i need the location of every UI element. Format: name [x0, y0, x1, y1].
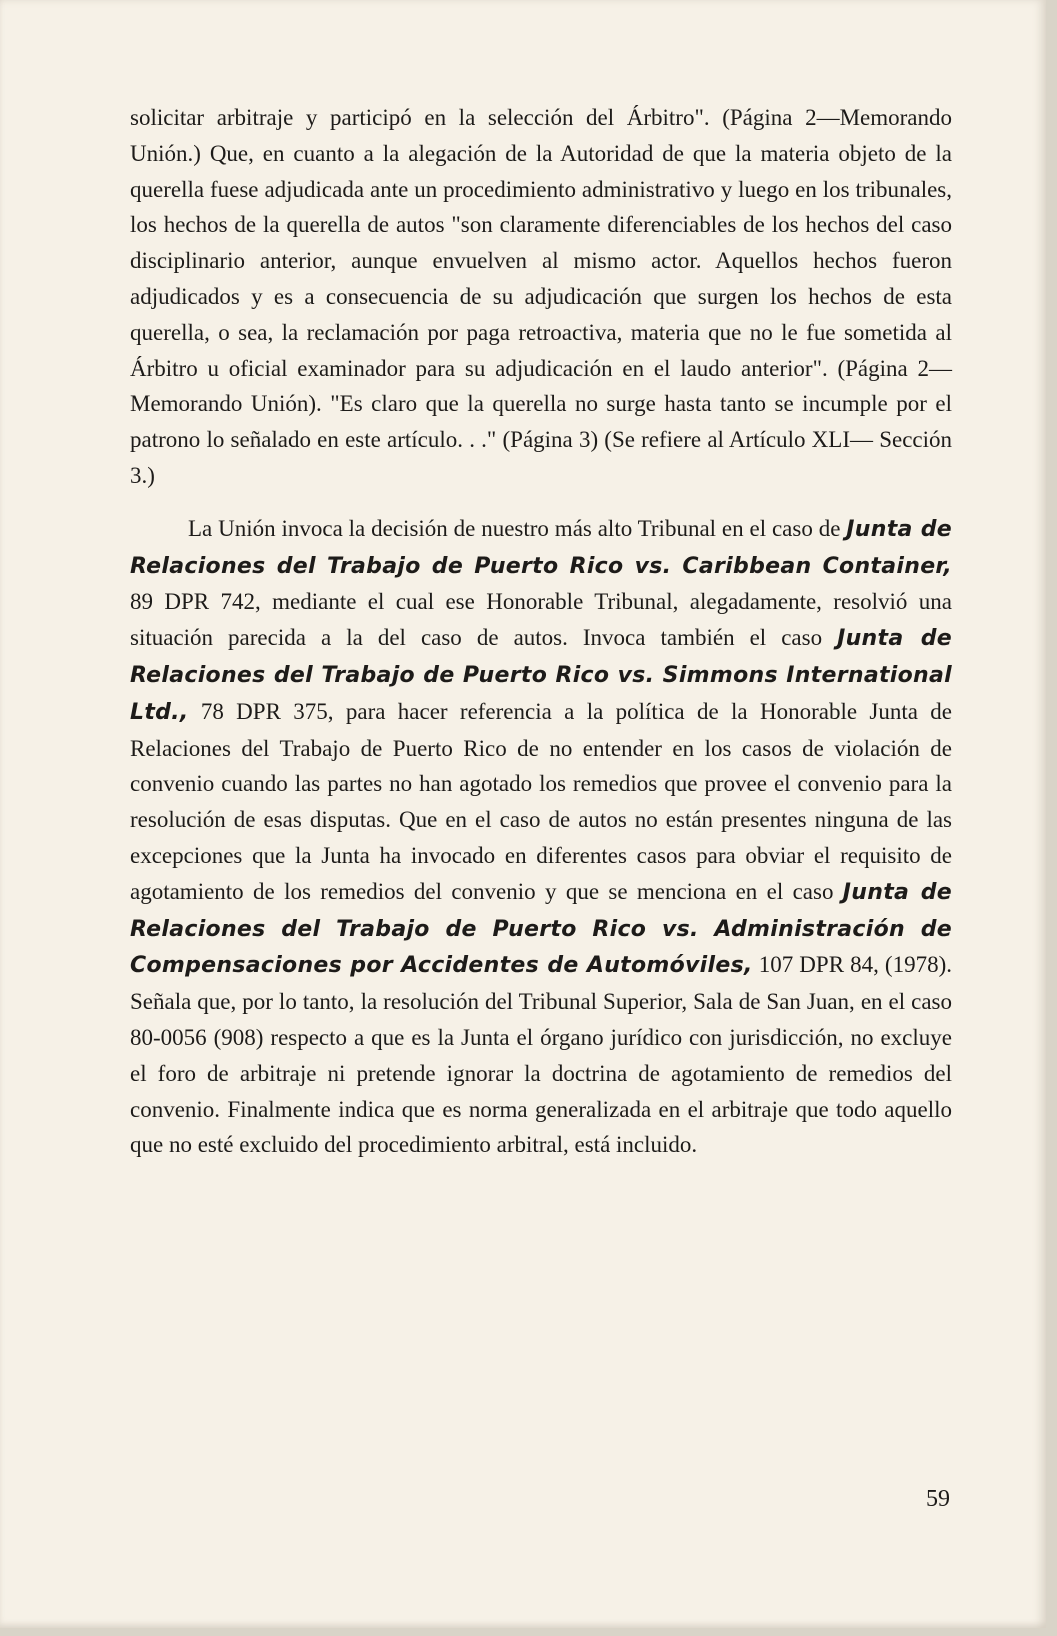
text-segment: La Unión invoca la decisión de nuestro más alto Tribunal en el caso de — [188, 515, 847, 541]
text-segment: 89 DPR 742, mediante el cual ese Honorable Tribunal, alegadamente, resolvió una situación parecida a la del caso de autos. Invoca también el caso — [130, 589, 952, 651]
case-citation-compensaciones-accidentes: Junta de Relaciones del Trabajo de Puerto Rico vs. Administración de Compensaciones por Accidentes de Automóviles, — [130, 879, 952, 979]
paragraph-union-arguments: solicitar arbitraje y participó en la selección del Árbitro". (Página 2—Memorando Unión.) Que, en cuanto a la alegación de la Autoridad de que la materia objeto de la querella fuese adjudicada ante un procedimiento administrativo y luego en los tribunales, los hechos de la querella de autos "son claramente diferenciables de los hechos del caso disciplinario anterior, aunque envuelven al mismo actor. Aquellos hechos fueron adjudicados y es a consecuencia de su adjudicación que surgen los hechos de esta querella, o sea, la reclamación por paga retroactiva, materia que no le fue sometida al Árbitro u oficial examinador para su adjudicación en el laudo anterior". (Página 2—Memorando Unión). "Es claro que la querella no surge hasta tanto se incumple por el patrono lo señalado en este artículo. . ." (Página 3) (Se refiere al Artículo XLI— Sección 3.) — [130, 105, 952, 488]
case-citation-caribbean-container: Junta de Relaciones del Trabajo de Puerto Rico vs. Caribbean Container, — [130, 516, 952, 579]
text-segment: 107 DPR 84, (1978). Señala que, por lo tanto, la resolución del Tribunal Superior, Sala de San Juan, en el caso 80-0056 (908) respecto a que es la Junta el órgano jurídico con jurisdicción, no excluye el foro de arbitraje ni pretende ignorar la doctrina de agotamiento de remedios del convenio. Finalmente indica que es norma generalizada en el arbitraje que todo aquello que no esté excluido del procedimiento arbitral, está incluido. — [130, 952, 952, 1158]
body-text — [130, 100, 952, 1163]
case-citation-simmons-international: Junta de Relaciones del Trabajo de Puerto Rico vs. Simmons International Ltd., — [130, 626, 952, 725]
text-segment: 78 DPR 375, para hacer referencia a la política de la Honorable Junta de Relaciones del Trabajo de Puerto Rico de no entender en los casos de violación de convenio cuando las partes no han agotado los remedios que provee el convenio para la resolución de esas disputas. Que en el caso de autos no están presentes ninguna de las excepciones que la Junta ha invocado en diferentes casos para obviar el requisito de agotamiento de los remedios del convenio y que se menciona en el caso — [130, 698, 952, 904]
paragraph-union-caselaw — [130, 511, 952, 1163]
page-number: 59 — [926, 1486, 950, 1512]
